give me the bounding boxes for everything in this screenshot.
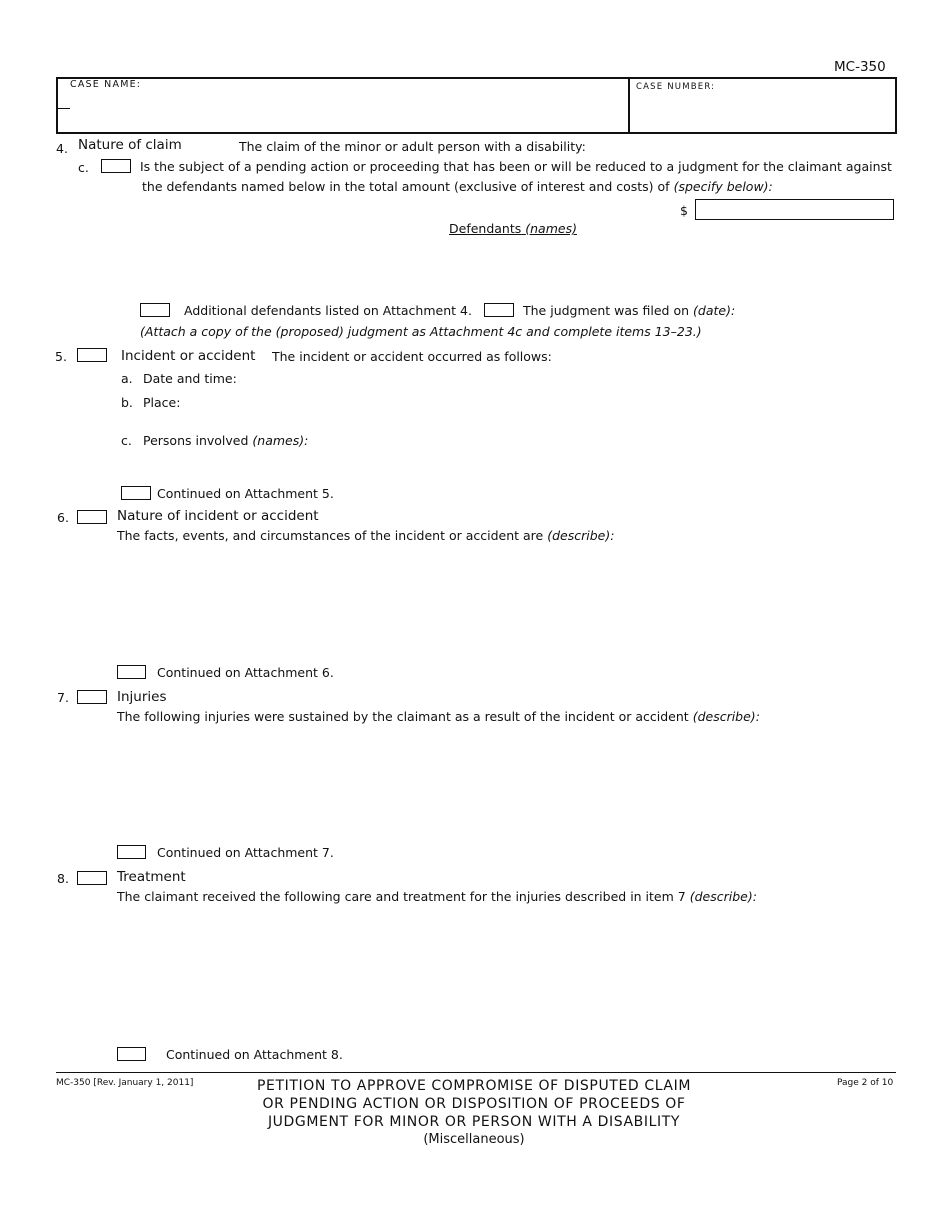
continued-attachment7-label: Continued on Attachment 7. [157,845,334,860]
form-id: MC-350 [834,59,886,75]
continued-attachment8-label: Continued on Attachment 8. [166,1047,343,1062]
item4-c-letter: c. [78,160,89,175]
item4-c-text-line1: Is the subject of a pending action or proceeding that has been or will be reduced to a judgment for the claimant against [140,159,892,174]
item5-checkbox[interactable] [77,348,107,362]
item6-text: The facts, events, and circumstances of the incident or accident are [117,528,544,543]
item4-c-specify: (specify below): [673,179,773,194]
item7-heading: Injuries [117,689,167,705]
continued-attachment6-label: Continued on Attachment 6. [157,665,334,680]
item6-number: 6. [57,510,69,525]
item7-number: 7. [57,690,69,705]
item5-b-letter: b. [121,395,133,410]
item6-heading: Nature of incident or accident [117,508,319,524]
item5-number: 5. [55,349,67,364]
additional-defendants-label: Additional defendants listed on Attachment 4. [184,303,472,318]
attach-note: (Attach a copy of the (proposed) judgment as Attachment 4c and complete items 13–23.) [140,324,702,339]
case-name-tick [58,108,70,109]
item4-number: 4. [56,141,68,156]
item5-heading: Incident or accident [121,348,256,364]
continued-attachment6-checkbox[interactable] [117,665,146,679]
item5-a-letter: a. [121,371,133,386]
item7-text: The following injuries were sustained by the claimant as a result of the incident or accident [117,709,689,724]
form-title-line1: PETITION TO APPROVE COMPROMISE OF DISPUTED CLAIM [256,1078,692,1094]
form-title-line2: OR PENDING ACTION OR DISPOSITION OF PROCEEDS OF [262,1096,686,1112]
item6-checkbox[interactable] [77,510,107,524]
item8-describe-italic: (describe): [689,889,757,904]
item8-text: The claimant received the following care and treatment for the injuries described in item 7 [117,889,686,904]
item7-describe-italic: (describe): [692,709,760,724]
form-title-line4: (Miscellaneous) [423,1132,525,1147]
judgment-filed-label: The judgment was filed on [523,303,690,318]
item5-c-letter: c. [121,433,132,448]
continued-attachment5-checkbox[interactable] [121,486,151,500]
page-number: Page 2 of 10 [837,1078,894,1088]
date-time-label: Date and time: [143,371,237,386]
additional-defendants-checkbox[interactable] [140,303,170,317]
amount-input[interactable] [695,199,894,220]
defendants-label: Defendants (names) [449,221,577,236]
item4-c-text-line2: the defendants named below in the total amount (exclusive of interest and costs) of [142,179,670,194]
continued-attachment7-checkbox[interactable] [117,845,146,859]
persons-involved-names-italic: (names): [252,433,309,448]
item6-describe-italic: (describe): [547,528,615,543]
case-number-label: CASE NUMBER: [636,82,716,92]
persons-involved-label: Persons involved [143,433,249,448]
place-label: Place: [143,395,181,410]
form-title-line3: JUDGMENT FOR MINOR OR PERSON WITH A DISABILITY [267,1114,681,1130]
judgment-filed-date-italic: (date): [693,303,736,318]
case-name-label: CASE NAME: [70,79,142,90]
continued-attachment8-checkbox[interactable] [117,1047,146,1061]
item5-intro: The incident or accident occurred as follows: [272,349,552,364]
item7-checkbox[interactable] [77,690,107,704]
item8-heading: Treatment [117,869,186,885]
item4-heading: Nature of claim [78,137,182,153]
defendants-names-italic: (names) [525,221,577,236]
case-name-box[interactable] [56,77,631,134]
item8-number: 8. [57,871,69,886]
dollar-sign: $ [680,203,688,218]
item4-intro: The claim of the minor or adult person with a disability: [239,139,586,154]
item4c-checkbox[interactable] [101,159,131,173]
continued-attachment5-label: Continued on Attachment 5. [157,486,334,501]
judgment-filed-checkbox[interactable] [484,303,514,317]
item8-checkbox[interactable] [77,871,107,885]
footer-rule [56,1072,896,1073]
form-revision: MC-350 [Rev. January 1, 2011] [56,1078,194,1088]
